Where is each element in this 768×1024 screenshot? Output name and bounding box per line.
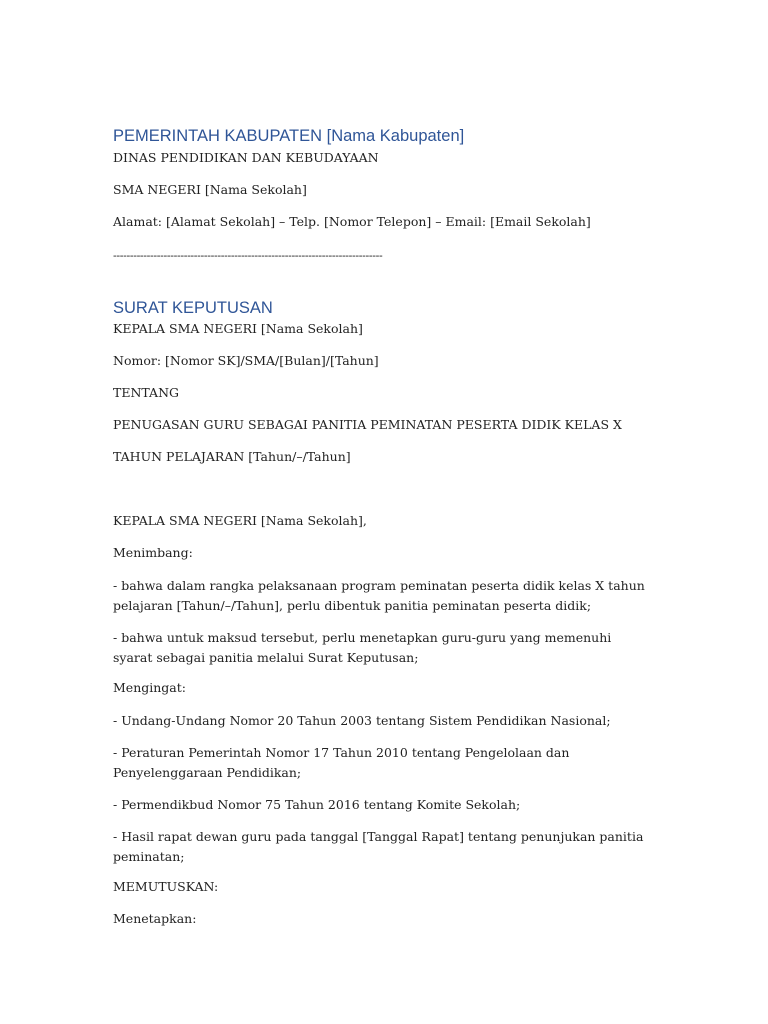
address-line: Alamat: [Alamat Sekolah] – Telp. [Nomor Telepon] – Email: [Email Sekolah] <box>113 214 591 229</box>
subject-line-2: TAHUN PELAJARAN [Tahun/–/Tahun] <box>113 449 351 464</box>
decree-issuer: KEPALA SMA NEGERI [Nama Sekolah] <box>113 321 363 336</box>
about-label: TENTANG <box>113 385 180 400</box>
recalling-item: - Hasil rapat dewan guru pada tanggal [Tanggal Rapat] tentang penunjukan panitia peminatan; <box>113 829 644 864</box>
deciding-label: MEMUTUSKAN: <box>113 879 219 894</box>
recalling-item: - Peraturan Pemerintah Nomor 17 Tahun 2010 tentang Pengelolaan dan Penyelenggaraan Pendidikan; <box>113 745 570 780</box>
considering-label: Menimbang: <box>113 545 193 560</box>
opening-line: KEPALA SMA NEGERI [Nama Sekolah], <box>113 513 367 528</box>
recalling-item: - Permendikbud Nomor 75 Tahun 2016 tentang Komite Sekolah; <box>113 797 521 812</box>
subject-line-1: PENUGASAN GURU SEBAGAI PANITIA PEMINATAN PESERTA DIDIK KELAS X <box>113 417 622 432</box>
school-line: SMA NEGERI [Nama Sekolah] <box>113 182 307 197</box>
considering-item: - bahwa untuk maksud tersebut, perlu menetapkan guru-guru yang memenuhi syarat sebagai panitia melalui Surat Keputusan; <box>113 630 612 665</box>
government-heading: PEMERINTAH KABUPATEN [Nama Kabupaten] <box>113 127 465 145</box>
agency-line: DINAS PENDIDIKAN DAN KEBUDAYAAN <box>113 150 379 165</box>
decree-number: Nomor: [Nomor SK]/SMA/[Bulan]/[Tahun] <box>113 353 379 368</box>
recalling-item: - Undang-Undang Nomor 20 Tahun 2003 tentang Sistem Pendidikan Nasional; <box>113 713 611 728</box>
considering-item: - bahwa dalam rangka pelaksanaan program peminatan peserta didik kelas X tahun pelajaran [Tahun/–/Tahun], perlu dibentuk panitia peminatan peserta didik; <box>113 578 645 613</box>
determining-label: Menetapkan: <box>113 911 197 926</box>
recalling-label: Mengingat: <box>113 680 186 695</box>
decree-title: SURAT KEPUTUSAN <box>113 299 273 317</box>
separator-line: -------------------------------------------------------------------------------- <box>113 249 383 262</box>
